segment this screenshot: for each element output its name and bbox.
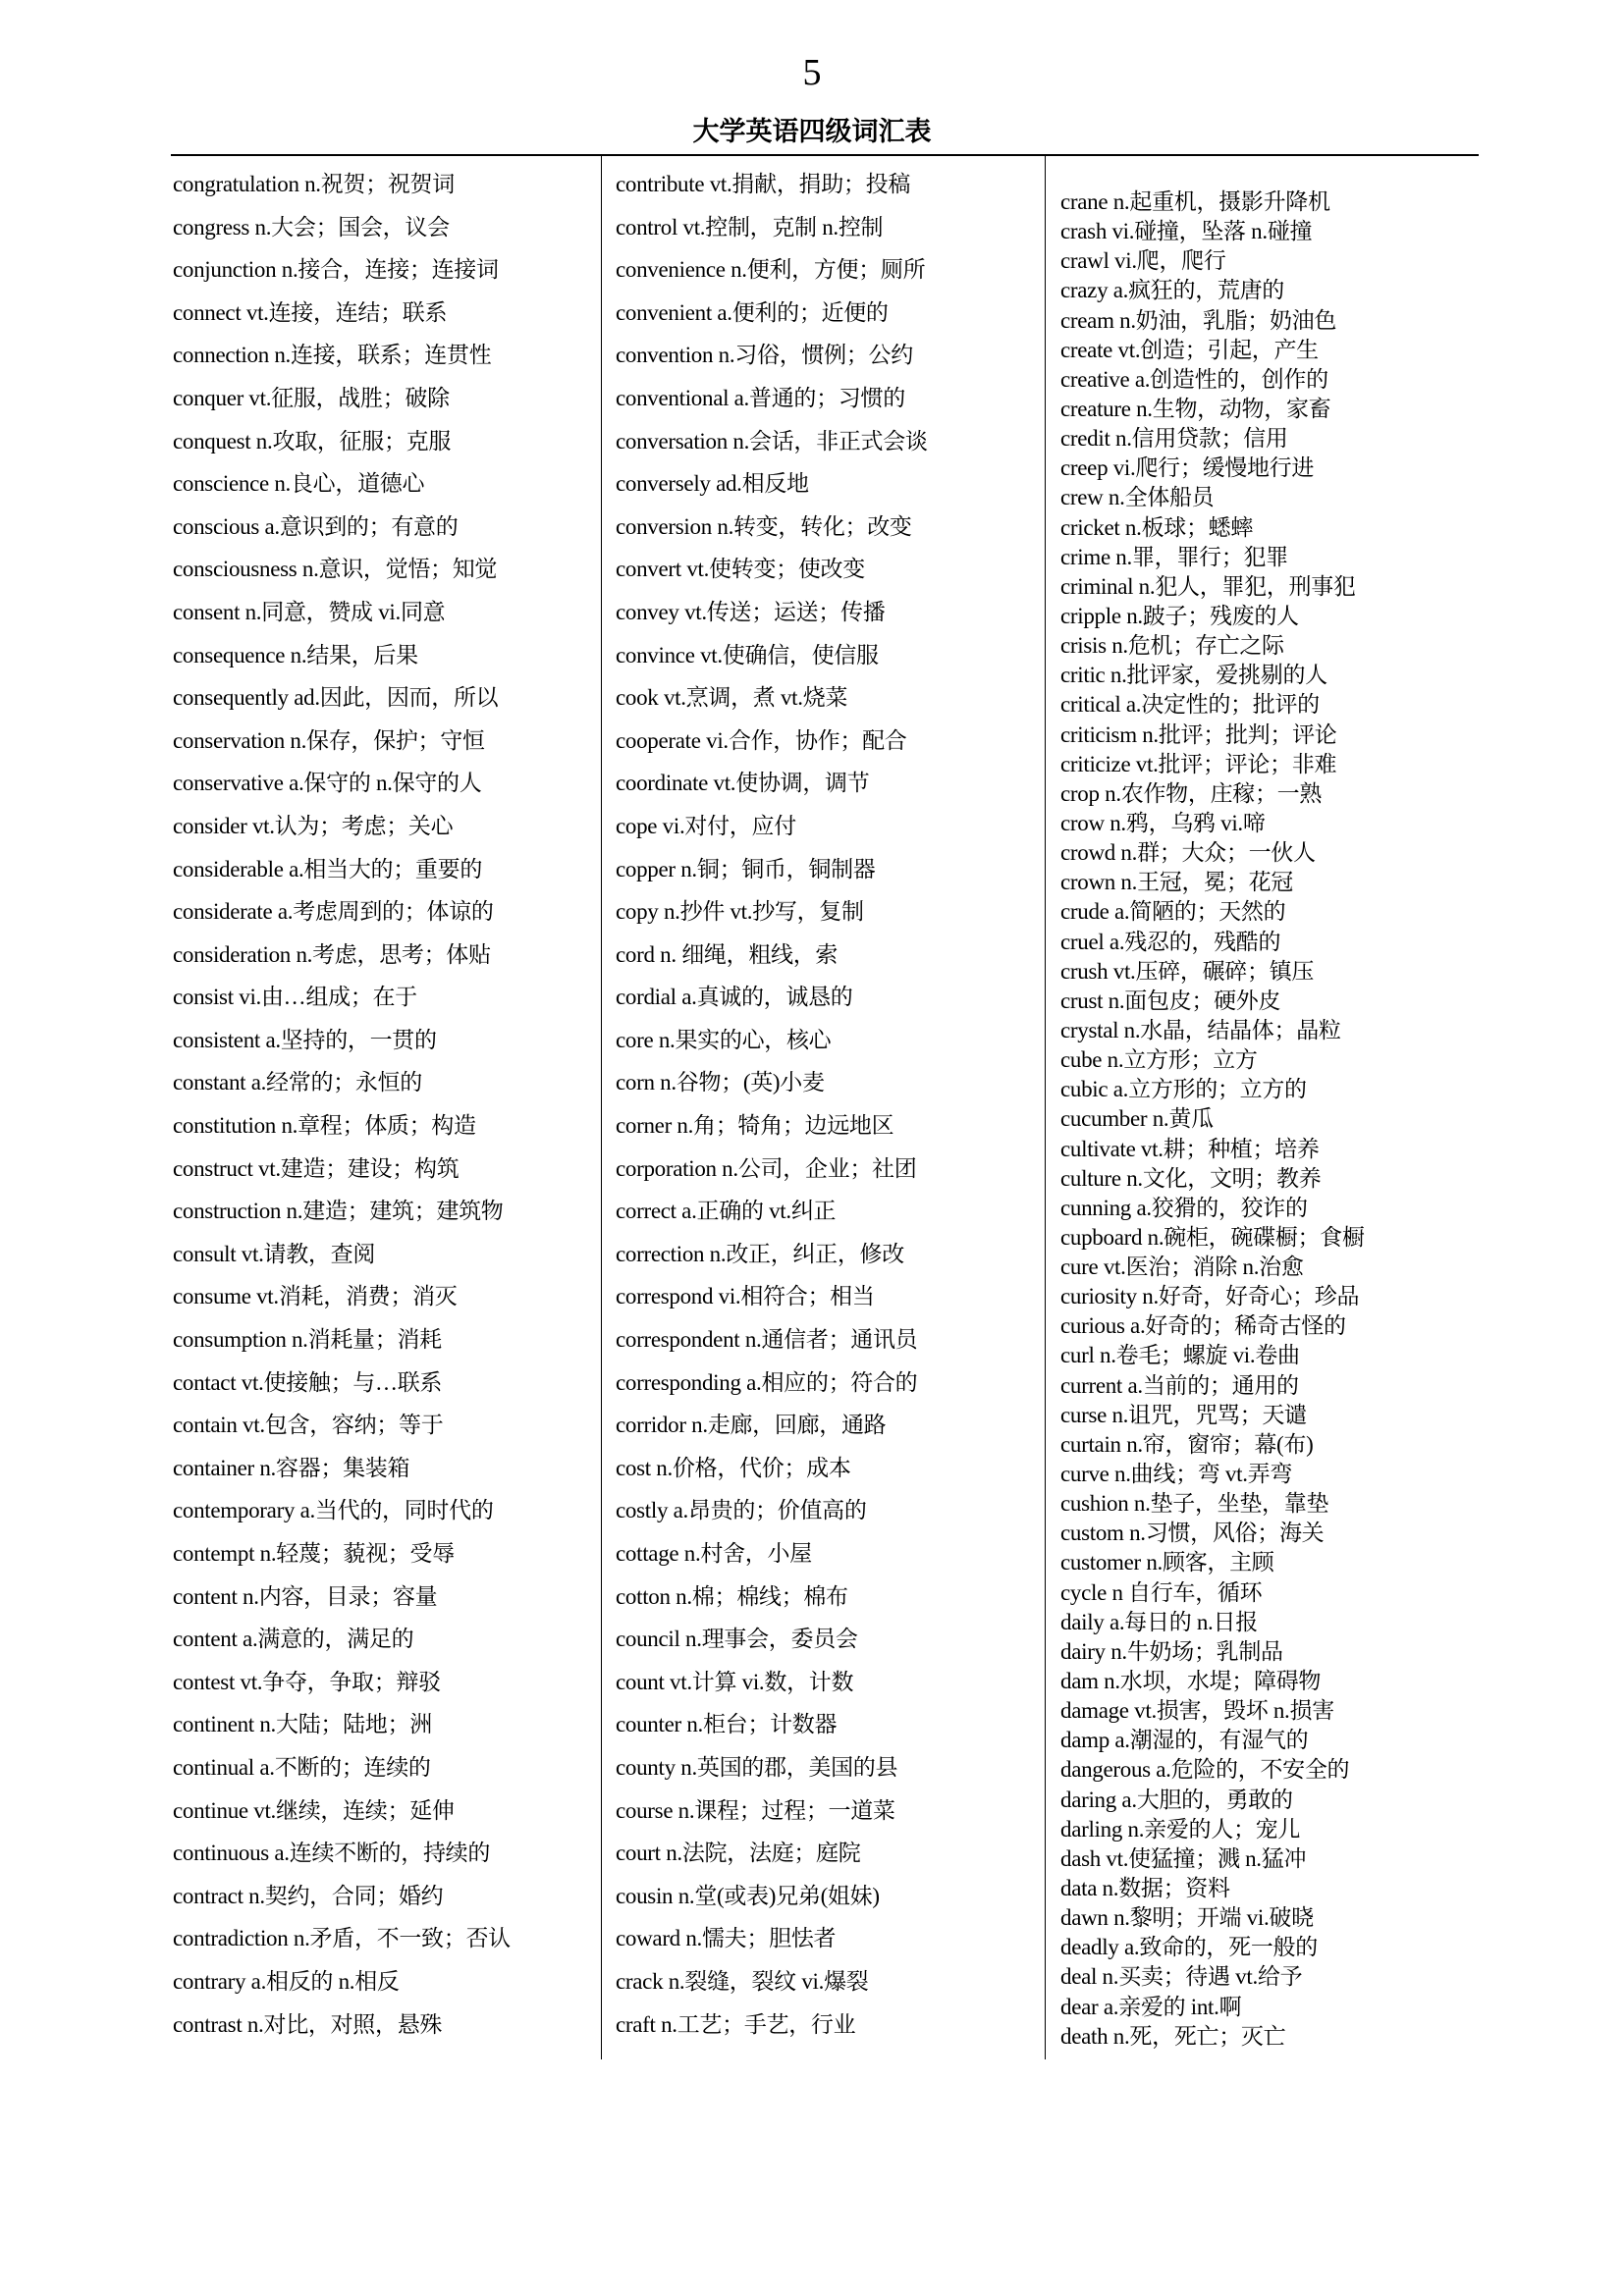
vocab-entry: consumption n.消耗量；消耗 bbox=[173, 1327, 442, 1353]
vocab-entry: conversion n.转变，转化；改变 bbox=[616, 513, 912, 539]
vocab-entry: criticism n.批评；批判；评论 bbox=[1060, 721, 1337, 747]
vocab-entry: county n.英国的郡，美国的县 bbox=[616, 1754, 898, 1780]
vocab-entry: consistent a.坚持的，一贯的 bbox=[173, 1027, 437, 1052]
vocab-entry: correct a.正确的 vt.纠正 bbox=[616, 1199, 837, 1224]
vocab-entry: crush vt.压碎，碾碎；镇压 bbox=[1060, 958, 1315, 984]
vocab-entry: considerate a.考虑周到的；体谅的 bbox=[173, 899, 494, 925]
column-divider bbox=[1045, 155, 1046, 2059]
vocab-entry: contest vt.争夺，争取；辩驳 bbox=[173, 1669, 441, 1694]
vocab-entry: control vt.控制，克制 n.控制 bbox=[616, 214, 884, 240]
vocab-entry: daring a.大胆的，勇敢的 bbox=[1060, 1787, 1293, 1812]
vocab-entry: darling n.亲爱的人；宠儿 bbox=[1060, 1816, 1301, 1842]
vocab-entry: cordial a.真诚的，诚恳的 bbox=[616, 985, 853, 1010]
vocab-entry: copper n.铜；铜币，铜制器 bbox=[616, 856, 876, 881]
vocab-entry: crow n.鸦，乌鸦 vi.啼 bbox=[1060, 810, 1266, 835]
vocab-entry: damp a.潮湿的，有湿气的 bbox=[1060, 1728, 1309, 1753]
vocab-entry: create vt.创造；引起，产生 bbox=[1060, 337, 1319, 362]
vocab-entry: cousin n.堂(或表)兄弟(姐妹) bbox=[616, 1883, 880, 1908]
vocab-entry: crisis n.危机；存亡之际 bbox=[1060, 633, 1284, 659]
vocab-entry: consciousness n.意识，觉悟；知觉 bbox=[173, 557, 498, 582]
vocab-entry: construct vt.建造；建设；构筑 bbox=[173, 1155, 460, 1181]
vocab-entry: contact vt.使接触；与…联系 bbox=[173, 1369, 443, 1395]
vocab-entry: constant a.经常的；永恒的 bbox=[173, 1070, 422, 1095]
vocab-entry: crowd n.群；大众；一伙人 bbox=[1060, 840, 1316, 866]
vocab-entry: craft n.工艺；手艺，行业 bbox=[616, 2011, 856, 2037]
vocab-entry: continuous a.连续不断的，持续的 bbox=[173, 1841, 491, 1866]
vocab-entry: crash vi.碰撞，坠落 n.碰撞 bbox=[1060, 219, 1313, 244]
vocab-entry: court n.法院，法庭；庭院 bbox=[616, 1841, 861, 1866]
vocab-entry: death n.死，死亡；灭亡 bbox=[1060, 2023, 1286, 2049]
vocab-entry: cope vi.对付，应付 bbox=[616, 813, 796, 838]
vocab-entry: cucumber n.黄瓜 bbox=[1060, 1106, 1214, 1132]
vocab-entry: curve n.曲线；弯 vt.弄弯 bbox=[1060, 1462, 1293, 1487]
vocab-entry: corresponding a.相应的；符合的 bbox=[616, 1369, 918, 1395]
vocab-entry: conservative a.保守的 n.保守的人 bbox=[173, 771, 482, 796]
vocab-entry: copy n.抄件 vt.抄写，复制 bbox=[616, 899, 864, 925]
vocab-column-1 bbox=[173, 163, 511, 2046]
vocab-entry: cube n.立方形；立方 bbox=[1060, 1047, 1258, 1073]
vocab-entry: damage vt.损害，毁坏 n.损害 bbox=[1060, 1698, 1334, 1724]
vocab-entry: continent n.大陆；陆地；洲 bbox=[173, 1712, 432, 1737]
vocab-entry: contrast n.对比，对照，悬殊 bbox=[173, 2011, 443, 2037]
vocab-entry: cord n. 细绳，粗线，索 bbox=[616, 941, 839, 967]
vocab-entry: consume vt.消耗，消费；消灭 bbox=[173, 1284, 458, 1309]
vocab-entry: construction n.建造；建筑；建筑物 bbox=[173, 1199, 504, 1224]
vocab-entry: cruel a.残忍的，残酷的 bbox=[1060, 929, 1281, 954]
vocab-entry: crust n.面包皮；硬外皮 bbox=[1060, 988, 1281, 1013]
vocab-entry: considerable a.相当大的；重要的 bbox=[173, 856, 483, 881]
vocab-entry: dash vt.使猛撞；溅 n.猛冲 bbox=[1060, 1845, 1307, 1871]
vocab-entry: curtain n.帘，窗帘；幕(布) bbox=[1060, 1431, 1314, 1457]
vocab-entry: coward n.懦夫；胆怯者 bbox=[616, 1926, 837, 1951]
vocab-entry: crack n.裂缝，裂纹 vi.爆裂 bbox=[616, 1968, 869, 1994]
vocab-entry: correspondent n.通信者；通讯员 bbox=[616, 1327, 918, 1353]
vocab-entry: crown n.王冠，冕；花冠 bbox=[1060, 870, 1293, 895]
vocab-entry: consideration n.考虑，思考；体贴 bbox=[173, 941, 491, 967]
vocab-entry: crawl vi.爬，爬行 bbox=[1060, 248, 1226, 274]
vocab-entry: cooperate vi.合作，协作；配合 bbox=[616, 727, 907, 753]
vocab-entry: continual a.不断的；连续的 bbox=[173, 1754, 431, 1780]
vocab-entry: costly a.昂贵的；价值高的 bbox=[616, 1498, 867, 1523]
vocab-entry: cultivate vt.耕；种植；培养 bbox=[1060, 1136, 1320, 1161]
vocab-entry: creep vi.爬行；缓慢地行进 bbox=[1060, 455, 1315, 481]
vocab-entry: customer n.顾客，主顾 bbox=[1060, 1550, 1274, 1575]
vocab-entry: creature n.生物，动物，家畜 bbox=[1060, 396, 1331, 421]
vocab-entry: council n.理事会，委员会 bbox=[616, 1627, 858, 1652]
vocab-entry: conquer vt.征服，战胜；破除 bbox=[173, 385, 450, 410]
vocab-entry: congratulation n.祝贺；祝贺词 bbox=[173, 172, 455, 196]
vocab-entry: constitution n.章程；体质；构造 bbox=[173, 1113, 476, 1139]
page-title: 大学英语四级词汇表 bbox=[692, 117, 932, 147]
vocab-entry: consult vt.请教，查阅 bbox=[173, 1241, 376, 1266]
vocab-entry: custom n.习惯，风俗；海关 bbox=[1060, 1521, 1325, 1546]
vocab-entry: cycle n 自行车，循环 bbox=[1060, 1579, 1263, 1605]
vocab-entry: conscious a.意识到的；有意的 bbox=[173, 513, 459, 539]
vocab-entry: conversely ad.相反地 bbox=[616, 471, 809, 497]
page-number: 5 bbox=[802, 52, 822, 93]
vocab-entry: culture n.文化，文明；教养 bbox=[1060, 1165, 1322, 1191]
vocab-entry: cricket n.板球；蟋蟀 bbox=[1060, 514, 1254, 540]
vocab-entry: coordinate vt.使协调，调节 bbox=[616, 771, 870, 796]
vocab-entry: critical a.决定性的；批评的 bbox=[1060, 692, 1320, 718]
vocab-entry: curious a.好奇的；稀奇古怪的 bbox=[1060, 1313, 1346, 1339]
vocab-entry: conventional a.普通的；习惯的 bbox=[616, 385, 905, 410]
vocab-entry: dear a.亲爱的 int.啊 bbox=[1060, 1994, 1242, 2019]
vocab-entry: crane n.起重机，摄影升降机 bbox=[1060, 189, 1330, 214]
vocab-entry: content n.内容，目录；容量 bbox=[173, 1583, 438, 1609]
vocab-entry: cupboard n.碗柜，碗碟橱；食橱 bbox=[1060, 1224, 1365, 1250]
vocab-entry: criticize vt.批评；评论；非难 bbox=[1060, 751, 1337, 776]
vocab-entry: core n.果实的心，核心 bbox=[616, 1027, 832, 1052]
vocab-entry: creative a.创造性的，创作的 bbox=[1060, 366, 1328, 392]
vocab-entry: conservation n.保存，保护；守恒 bbox=[173, 727, 485, 753]
vocab-entry: cure vt.医治；消除 n.治愈 bbox=[1060, 1255, 1304, 1280]
vocab-entry: connect vt.连接，连结；联系 bbox=[173, 299, 448, 325]
vocab-entry: continue vt.继续，连续；延伸 bbox=[173, 1797, 455, 1823]
vocab-entry: cripple n.跛子；残废的人 bbox=[1060, 603, 1299, 628]
vocab-entry: data n.数据；资料 bbox=[1060, 1876, 1230, 1901]
vocab-column-3 bbox=[1060, 187, 1365, 2052]
vocab-column-2 bbox=[616, 163, 928, 2046]
vocab-entry: critic n.批评家，爱挑剔的人 bbox=[1060, 663, 1327, 688]
vocab-entry: cushion n.垫子，坐垫，靠垫 bbox=[1060, 1491, 1329, 1517]
vocab-entry: convert vt.使转变；使改变 bbox=[616, 557, 865, 582]
vocab-entry: corner n.角；犄角；边远地区 bbox=[616, 1113, 894, 1139]
vocab-entry: counter n.柜台；计数器 bbox=[616, 1712, 838, 1737]
vocab-entry: corn n.谷物；(英)小麦 bbox=[616, 1070, 825, 1095]
vocab-entry: convince vt.使确信，使信服 bbox=[616, 642, 879, 667]
vocab-entry: contrary a.相反的 n.相反 bbox=[173, 1968, 400, 1994]
vocab-entry: contempt n.轻蔑；藐视；受辱 bbox=[173, 1541, 455, 1566]
vocab-entry: consist vi.由…组成；在于 bbox=[173, 985, 417, 1010]
vocab-entry: consequence n.结果，后果 bbox=[173, 642, 418, 667]
vocab-entry: consider vt.认为；考虑；关心 bbox=[173, 813, 454, 838]
vocab-entry: criminal n.犯人，罪犯，刑事犯 bbox=[1060, 573, 1356, 599]
vocab-entry: correction n.改正，纠正，修改 bbox=[616, 1241, 904, 1266]
vocab-entry: course n.课程；过程；一道菜 bbox=[616, 1797, 895, 1823]
vocab-entry: dawn n.黎明；开端 vi.破晓 bbox=[1060, 1905, 1314, 1931]
vocab-entry: conquest n.攻取，征服；克服 bbox=[173, 428, 452, 454]
vocab-entry: conjunction n.接合，连接；连接词 bbox=[173, 257, 499, 283]
vocab-entry: crew n.全体船员 bbox=[1060, 485, 1215, 510]
vocab-entry: crop n.农作物，庄稼；一熟 bbox=[1060, 780, 1323, 806]
vocab-entry: cunning a.狡猾的，狡诈的 bbox=[1060, 1195, 1308, 1220]
vocab-entry: crazy a.疯狂的，荒唐的 bbox=[1060, 278, 1284, 303]
vocab-entry: content a.满意的，满足的 bbox=[173, 1627, 414, 1652]
vocab-entry: conversation n.会话，非正式会谈 bbox=[616, 428, 928, 454]
vocab-entry: consequently ad.因此，因而，所以 bbox=[173, 685, 499, 711]
vocab-entry: contemporary a.当代的，同时代的 bbox=[173, 1498, 494, 1523]
vocab-entry: count vt.计算 vi.数，计数 bbox=[616, 1669, 854, 1694]
vocab-entry: correspond vi.相符合；相当 bbox=[616, 1284, 875, 1309]
vocab-entry: crime n.罪，罪行；犯罪 bbox=[1060, 544, 1288, 569]
vocab-entry: convenient a.便利的；近便的 bbox=[616, 299, 889, 325]
vocab-entry: corporation n.公司，企业；社团 bbox=[616, 1155, 917, 1181]
vocab-entry: deal n.买卖；待遇 vt.给予 bbox=[1060, 1964, 1303, 1990]
vocab-entry: consent n.同意，赞成 vi.同意 bbox=[173, 599, 446, 624]
vocab-entry: convenience n.便利，方便；厕所 bbox=[616, 257, 926, 283]
vocab-entry: deadly a.致命的，死一般的 bbox=[1060, 1935, 1318, 1960]
vocab-entry: dam n.水坝，水堤；障碍物 bbox=[1060, 1669, 1322, 1694]
vocab-entry: contract n.契约，合同；婚约 bbox=[173, 1883, 444, 1908]
vocab-entry: congress n.大会；国会，议会 bbox=[173, 214, 450, 240]
vocab-entry: conscience n.良心，道德心 bbox=[173, 471, 425, 497]
vocab-entry: cook vt.烹调，煮 vt.烧菜 bbox=[616, 685, 848, 711]
vocab-entry: cottage n.村舍，小屋 bbox=[616, 1541, 812, 1566]
vocab-entry: curiosity n.好奇，好奇心；珍品 bbox=[1060, 1284, 1360, 1309]
vocab-entry: crude a.简陋的；天然的 bbox=[1060, 899, 1286, 925]
vocab-entry: cost n.价格，代价；成本 bbox=[616, 1455, 851, 1480]
column-divider bbox=[601, 155, 602, 2059]
vocab-entry: container n.容器；集装箱 bbox=[173, 1455, 410, 1480]
vocab-entry: dangerous a.危险的，不安全的 bbox=[1060, 1757, 1350, 1783]
vocab-entry: curse n.诅咒，咒骂；天谴 bbox=[1060, 1402, 1307, 1427]
header-rule bbox=[171, 154, 1479, 156]
vocab-entry: cubic a.立方形的；立方的 bbox=[1060, 1077, 1307, 1102]
vocab-entry: credit n.信用贷款；信用 bbox=[1060, 426, 1288, 452]
vocab-entry: cotton n.棉；棉线；棉布 bbox=[616, 1583, 848, 1609]
vocab-entry: current a.当前的；通用的 bbox=[1060, 1372, 1299, 1398]
vocab-entry: curl n.卷毛；螺旋 vi.卷曲 bbox=[1060, 1343, 1300, 1368]
vocab-entry: connection n.连接，联系；连贯性 bbox=[173, 343, 492, 368]
vocab-entry: contradiction n.矛盾，不一致；否认 bbox=[173, 1926, 511, 1951]
vocab-entry: convey vt.传送；运送；传播 bbox=[616, 599, 886, 624]
vocab-entry: contain vt.包含，容纳；等于 bbox=[173, 1413, 444, 1438]
vocab-entry: daily a.每日的 n.日报 bbox=[1060, 1609, 1258, 1634]
vocab-entry: dairy n.牛奶场；乳制品 bbox=[1060, 1638, 1283, 1664]
vocab-entry: contribute vt.捐献，捐助；投稿 bbox=[616, 172, 911, 196]
vocab-entry: corridor n.走廊，回廊，通路 bbox=[616, 1413, 887, 1438]
vocab-entry: cream n.奶油，乳脂；奶油色 bbox=[1060, 307, 1337, 333]
vocab-entry: convention n.习俗，惯例；公约 bbox=[616, 343, 913, 368]
vocab-entry: crystal n.水晶，结晶体；晶粒 bbox=[1060, 1017, 1341, 1042]
